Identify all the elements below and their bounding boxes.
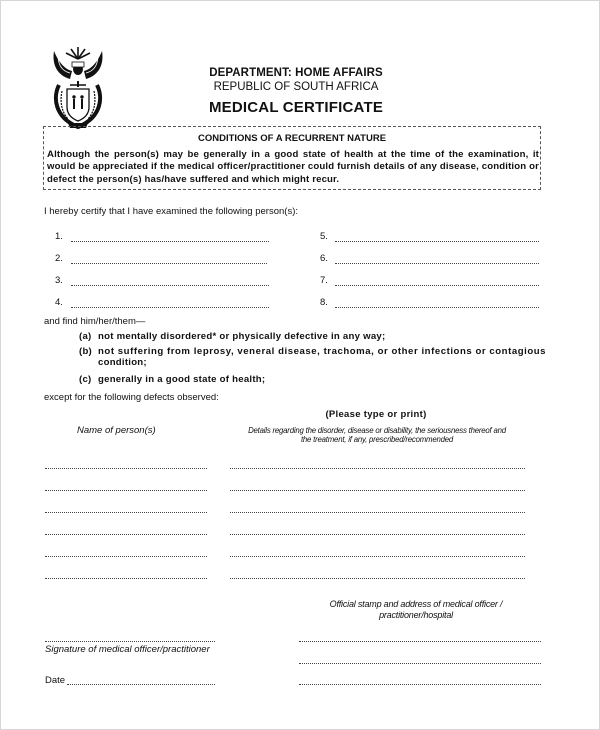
defect-details-field-1[interactable] — [230, 468, 525, 469]
defect-details-field-6[interactable] — [230, 578, 525, 579]
defect-details-field-4[interactable] — [230, 534, 525, 535]
stamp-address-field-1[interactable] — [299, 641, 541, 642]
type-or-print-instruction: (Please type or print) — [325, 409, 427, 420]
person-field-7[interactable] — [335, 285, 539, 286]
defect-name-field-3[interactable] — [45, 512, 207, 513]
person-number-6: 6. — [320, 253, 328, 264]
conditions-text: Although the person(s) may be generally in a good state of health at the time of the examination, it would be appreciated if the medical officer/practitioner could furnish details of any disease, condition or defect the person(s) has/have suffered and which might recur. — [47, 149, 539, 185]
defect-details-field-5[interactable] — [230, 556, 525, 557]
person-number-1: 1. — [55, 231, 63, 242]
person-field-2[interactable] — [71, 263, 267, 264]
person-number-5: 5. — [320, 231, 328, 242]
finding-c-text: generally in a good state of health; — [98, 374, 266, 385]
stamp-label-line1: Official stamp and address of medical officer / — [329, 599, 503, 609]
conditions-title: CONDITIONS OF A RECURRENT NATURE — [197, 133, 387, 144]
person-number-3: 3. — [55, 275, 63, 286]
find-text: and find him/her/them— — [44, 316, 146, 327]
defect-name-field-6[interactable] — [45, 578, 207, 579]
except-text: except for the following defects observed: — [44, 392, 219, 403]
defect-name-field-2[interactable] — [45, 490, 207, 491]
conditions-notice-box — [43, 126, 541, 190]
finding-a-text: not mentally disordered* or physically defective in any way; — [98, 331, 386, 342]
signature-label: Signature of medical officer/practitioner — [45, 644, 210, 655]
person-number-4: 4. — [55, 297, 63, 308]
person-number-2: 2. — [55, 253, 63, 264]
stamp-address-field-2[interactable] — [299, 663, 541, 664]
person-number-8: 8. — [320, 297, 328, 308]
finding-b-text-cont: condition; — [98, 357, 147, 368]
signature-field[interactable] — [45, 641, 215, 642]
date-label: Date — [45, 675, 66, 686]
person-field-5[interactable] — [335, 241, 539, 242]
finding-c-label: (c) — [79, 374, 92, 385]
finding-b-text: not suffering from leprosy, veneral disease, trachoma, or other infections or contagious — [98, 346, 547, 357]
column-header-details-line2: the treatment, if any, prescribed/recommended — [300, 435, 454, 444]
column-header-name: Name of person(s) — [77, 425, 156, 436]
defect-details-field-3[interactable] — [230, 512, 525, 513]
column-header-details-line1: Details regarding the disorder, disease or disability, the seriousness thereof and — [248, 426, 506, 435]
person-field-1[interactable] — [71, 241, 269, 242]
page-title: MEDICAL CERTIFICATE — [208, 99, 384, 116]
person-field-6[interactable] — [335, 263, 539, 264]
finding-a-label: (a) — [79, 331, 92, 342]
defect-name-field-5[interactable] — [45, 556, 207, 557]
stamp-address-field-3[interactable] — [299, 684, 541, 685]
department-heading: DEPARTMENT: HOME AFFAIRS — [209, 67, 383, 79]
person-field-4[interactable] — [71, 307, 269, 308]
certify-intro: I hereby certify that I have examined the following person(s): — [44, 206, 298, 217]
defect-details-field-2[interactable] — [230, 490, 525, 491]
finding-b-label: (b) — [79, 346, 92, 357]
person-field-8[interactable] — [335, 307, 539, 308]
stamp-label-line2: practitioner/hospital — [379, 610, 453, 620]
defect-name-field-4[interactable] — [45, 534, 207, 535]
date-field[interactable] — [67, 684, 215, 685]
defect-name-field-1[interactable] — [45, 468, 207, 469]
person-number-7: 7. — [320, 275, 328, 286]
republic-heading: REPUBLIC OF SOUTH AFRICA — [213, 81, 379, 93]
person-field-3[interactable] — [71, 285, 269, 286]
